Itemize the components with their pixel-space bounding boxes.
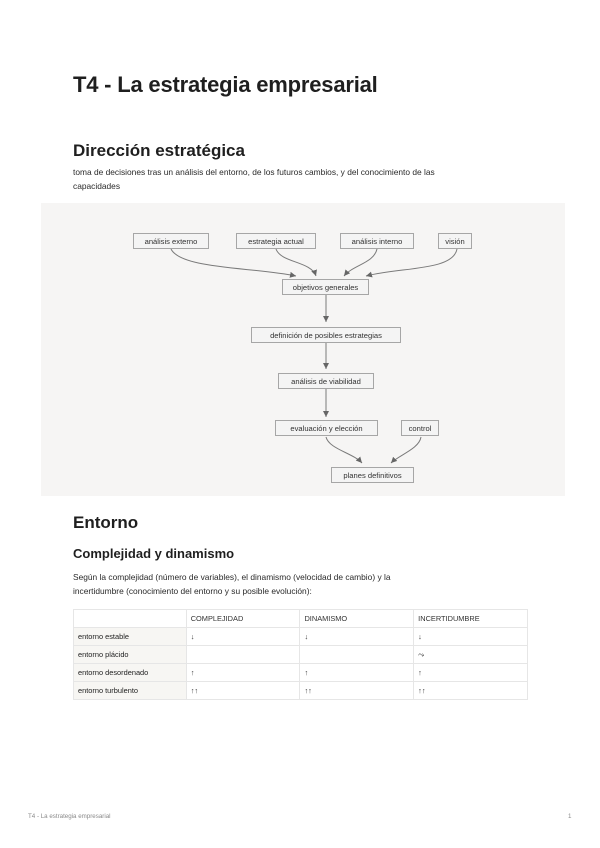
section-paragraph-entorno	[73, 571, 533, 598]
edge-interno-objetivos	[344, 249, 377, 276]
table-row-header: entorno plácido	[74, 646, 187, 664]
paragraph-line: Según la complejidad (número de variables), el dinamismo (velocidad de cambio) y la	[73, 572, 391, 582]
paragraph-line: capacidades	[73, 180, 121, 191]
table-row-header: entorno desordenado	[74, 664, 187, 682]
page-title: T4 - La estrategia empresarial	[73, 72, 378, 97]
paragraph-line: incertidumbre (conocimiento del entorno y su posible evolución):	[73, 585, 312, 596]
table-cell: ↑↑	[186, 682, 300, 700]
table-row	[74, 682, 528, 700]
section-heading-entorno: Entorno	[73, 513, 139, 532]
node-analisis-viabilidad: análisis de viabilidad	[278, 373, 374, 389]
table-row-header: entorno estable	[74, 628, 187, 646]
table-header-cell: COMPLEJIDAD	[186, 610, 300, 628]
table-cell: ↓	[300, 628, 414, 646]
table-header-cell: DINAMISMO	[300, 610, 414, 628]
node-evaluacion-eleccion: evaluación y elección	[275, 420, 378, 436]
table-cell: ↓	[186, 628, 300, 646]
footer-page-number: 1	[568, 813, 572, 820]
node-objetivos-generales: objetivos generales	[282, 279, 369, 295]
table-cell: ⤳	[414, 646, 528, 664]
table-cell: ↑↑	[414, 682, 528, 700]
footer-document-title: T4 - La estrategia empresarial	[28, 813, 111, 820]
table-cell	[186, 646, 300, 664]
edge-externo-objetivos	[171, 249, 296, 276]
table-cell: ↓	[414, 628, 528, 646]
node-planes-definitivos: planes definitivos	[331, 467, 414, 483]
entorno-table	[73, 609, 528, 700]
table-header-cell: INCERTIDUMBRE	[414, 610, 528, 628]
table-cell	[300, 646, 414, 664]
table-header-row	[74, 610, 528, 628]
table-cell: ↑↑	[300, 682, 414, 700]
table-row-header: entorno turbulento	[74, 682, 187, 700]
table-cell: ↑	[186, 664, 300, 682]
subsection-heading-complejidad: Complejidad y dinamismo	[73, 546, 235, 561]
table-row	[74, 664, 528, 682]
node-analisis-externo: análisis externo	[133, 233, 209, 249]
edge-evaluacion-planes	[326, 437, 362, 463]
edge-control-planes	[391, 437, 421, 463]
edge-vision-objetivos	[366, 249, 457, 276]
node-estrategia-actual: estrategia actual	[236, 233, 316, 249]
table-cell: ↑	[300, 664, 414, 682]
table-header-cell	[74, 610, 187, 628]
edge-actual-objetivos	[276, 249, 316, 276]
section-heading-direccion: Dirección estratégica	[73, 141, 245, 160]
section-paragraph-direccion	[73, 166, 533, 193]
paragraph-line: toma de decisiones tras un análisis del entorno, de los futuros cambios, y del conocimiento de las	[73, 167, 435, 177]
node-control: control	[401, 420, 439, 436]
node-vision: visión	[438, 233, 472, 249]
node-analisis-interno: análisis interno	[340, 233, 414, 249]
table-row	[74, 628, 528, 646]
table-row	[74, 646, 528, 664]
node-definicion-estrategias: definición de posibles estrategias	[251, 327, 401, 343]
table-cell: ↑	[414, 664, 528, 682]
strategy-flow-diagram	[41, 203, 565, 496]
